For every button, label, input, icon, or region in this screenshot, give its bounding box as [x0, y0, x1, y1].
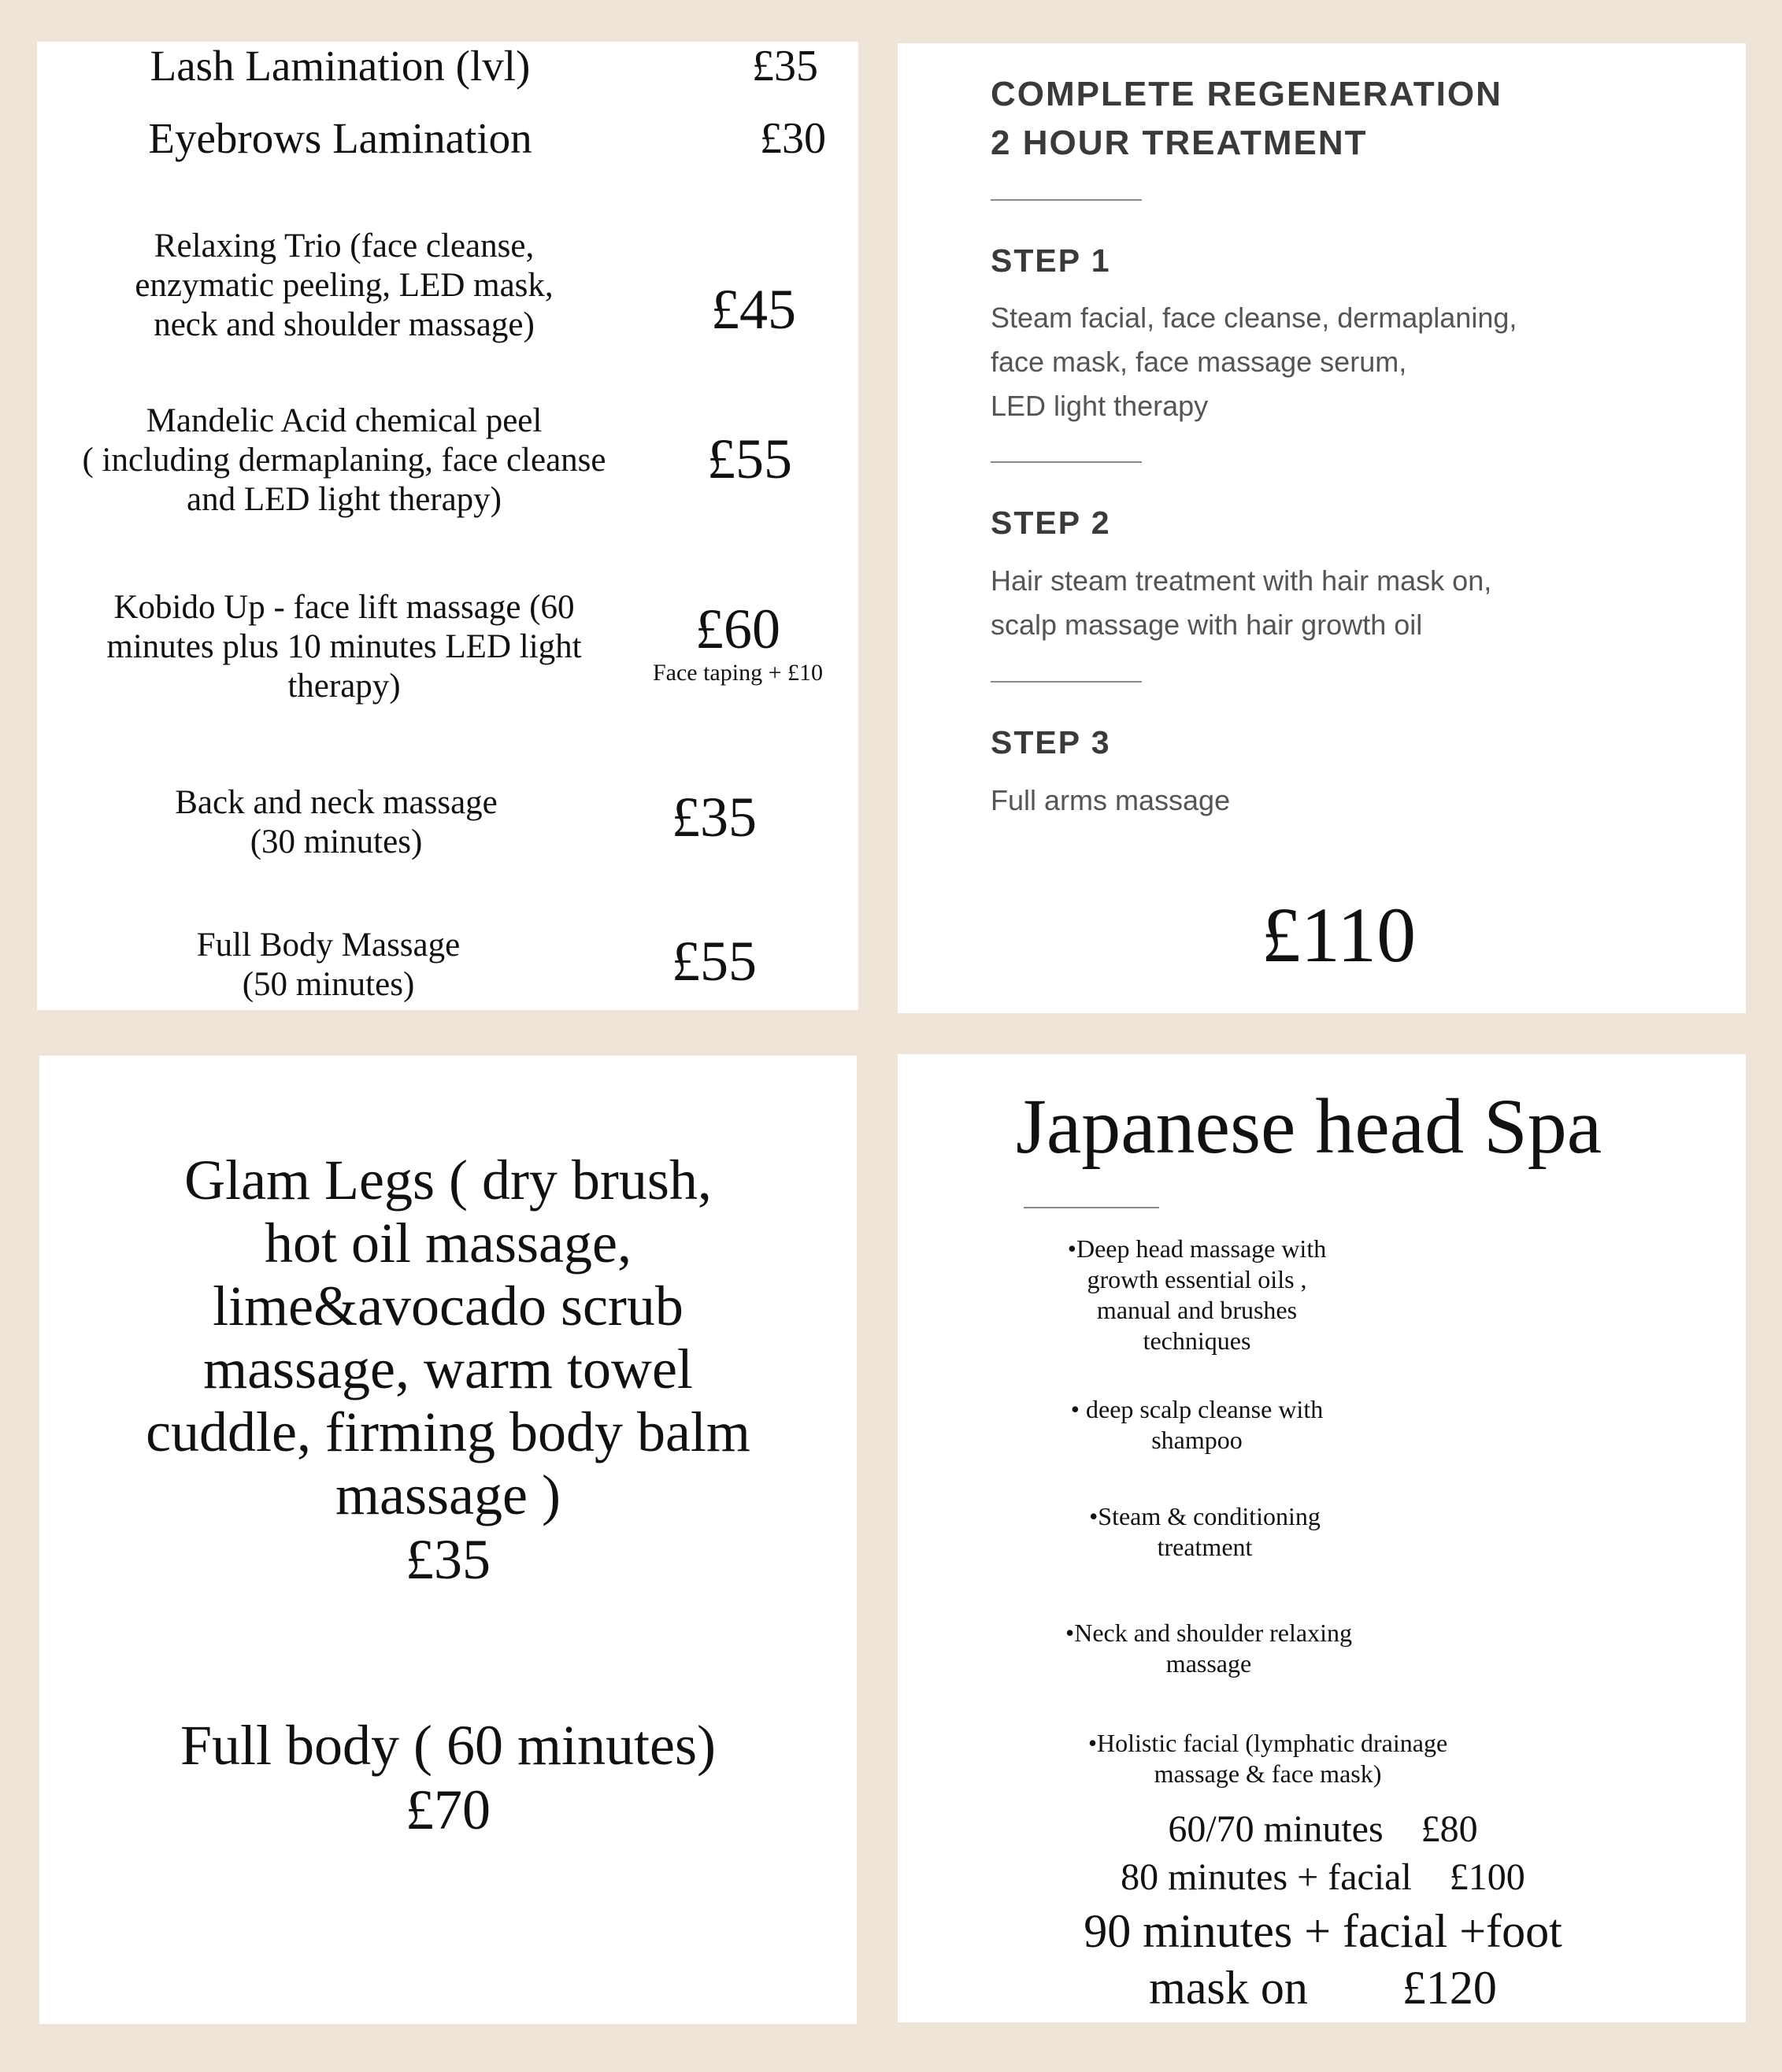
step1-label: STEP 1: [991, 242, 1111, 279]
japanese-head-spa-panel: [898, 1054, 1746, 2022]
divider: [991, 461, 1142, 463]
kobido-name: Kobido Up - face lift massage (60 minutes plus 10 minutes LED light therapy): [106, 589, 582, 705]
lash-lamination-price: £35: [752, 42, 818, 91]
full-body-massage-price: £55: [672, 930, 757, 993]
back-neck-massage-name: Back and neck massage (30 minutes): [175, 784, 498, 860]
head-spa-title: Japanese head Spa: [1016, 1082, 1602, 1170]
head-spa-item-neck-shoulder: •Neck and shoulder relaxing massage: [1065, 1619, 1352, 1678]
eyebrows-lamination-name: Eyebrows Lamination: [148, 114, 532, 162]
full-body-massage-name: Full Body Massage (50 minutes): [196, 927, 461, 1003]
head-spa-price-90-line1: 90 minutes + facial +foot: [1084, 1905, 1562, 1957]
back-neck-massage-price: £35: [672, 786, 757, 849]
relaxing-trio-price: £45: [711, 278, 796, 341]
step2-label: STEP 2: [991, 505, 1111, 541]
mandelic-peel-name: Mandelic Acid chemical peel ( including dermaplaning, face cleanse and LED light therapy): [82, 402, 606, 518]
glam-legs-price: £35: [406, 1528, 491, 1591]
full-body-name: Full body ( 60 minutes): [180, 1714, 716, 1777]
regeneration-treatment-panel: [898, 43, 1746, 1013]
kobido-price: £60: [695, 598, 780, 660]
head-spa-price-90-line2: mask on £120: [1149, 1962, 1497, 2014]
lash-lamination-name: Lash Lamination (lvl): [150, 42, 531, 90]
eyebrows-lamination-price: £30: [760, 114, 826, 163]
step2-description: Hair steam treatment with hair mask on, scalp massage with hair growth oil: [991, 564, 1492, 641]
step1-description: Steam facial, face cleanse, dermaplaning, face mask, face massage serum, LED light therapy: [991, 302, 1517, 422]
body-treatments-panel: [39, 1056, 857, 2024]
relaxing-trio-name: Relaxing Trio (face cleanse, enzymatic peeling, LED mask, neck and shoulder massage): [135, 228, 554, 343]
divider: [991, 681, 1142, 683]
regeneration-title: COMPLETE REGENERATION 2 HOUR TREATMENT: [991, 75, 1502, 162]
head-spa-price-60-70: 60/70 minutes £80: [1168, 1808, 1478, 1850]
glam-legs-description: Glam Legs ( dry brush, hot oil massage, lime&avocado scrub massage, warm towel cuddle, firming body balm massage ): [146, 1149, 750, 1526]
divider: [991, 199, 1142, 201]
step3-description: Full arms massage: [991, 784, 1231, 816]
full-body-price: £70: [406, 1778, 491, 1841]
kobido-note: Face taping + £10: [652, 660, 824, 686]
head-spa-item-deep-head-massage: •Deep head massage with growth essential oils , manual and brushes techniques: [1067, 1234, 1327, 1355]
step3-label: STEP 3: [991, 724, 1111, 760]
mandelic-peel-price: £55: [707, 427, 792, 490]
regeneration-price: £110: [1261, 891, 1417, 979]
head-spa-item-steam-conditioning: •Steam & conditioning treatment: [1089, 1502, 1321, 1561]
price-list-panel: [37, 42, 858, 1010]
head-spa-item-holistic-facial: •Holistic facial (lymphatic drainage massage & face mask): [1087, 1729, 1448, 1788]
title-underline: [1024, 1207, 1159, 1208]
head-spa-price-80: 80 minutes + facial £100: [1121, 1856, 1525, 1898]
head-spa-item-scalp-cleanse: • deep scalp cleanse with shampoo: [1070, 1395, 1324, 1454]
